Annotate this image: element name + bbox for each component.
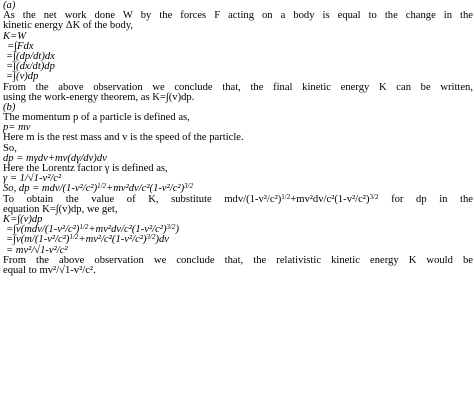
equation-dx-dt-dp: =∫(dx/dt)dp [6, 61, 55, 73]
equation-k-final: = mv²/√1-v²/c² [6, 244, 68, 256]
equation-dp-dt-dx: =∫(dp/dt)dx [6, 50, 55, 62]
equation-dp-result: So, dp = mdv/$(1-v^2/c^2)^{1/2}+mv^2dv/c^2(1-v^2/c^2)^{3/2}$ [3, 182, 194, 195]
lorentz-factor-definition: Here the Lorentz factor γ is defined as, [3, 163, 168, 175]
momentum-definition: The momentum p of a particle is defined as, [3, 112, 190, 124]
substitution-line-1: To obtain the value of K, substitute mdv/$(1-v^2/c^2)^{1/2}+mv^2dv/c^2(1-v^2/c^2)^{3/2}$ for dp in the [3, 192, 473, 205]
part-a-intro-line-1: As the net work done W by the forces F acting on a body is equal to the change in the [3, 10, 473, 22]
so-label: So, [3, 142, 17, 154]
substitution-line-2: equation K=∫(v)dp, we get, [3, 203, 118, 215]
equation-k-equals-w: K=W [3, 30, 27, 42]
equation-work-integral: =∫Fdx [7, 40, 34, 52]
part-a-label: (a) [3, 0, 16, 11]
equation-lorentz-factor: γ = 1/√1-v²/c² [3, 173, 62, 185]
mass-speed-definition: Here m is the rest mass and v is the speed of the particle. [3, 132, 244, 144]
equation-k-factored: $=\int v(m/(1-v^2/c^2)^{1/2}+mv^2/c^2(1-v^2/c^2)^{3/2})dv$ [6, 233, 169, 246]
equation-v-dp: =∫(v)dp [6, 71, 39, 83]
equation-dp-expansion: dp = mγdv+mv(dγ/dv)dv [3, 152, 107, 164]
part-a-intro-line-2: kinetic energy ΔK of the body, [3, 20, 134, 32]
part-b-label: (b) [3, 101, 16, 113]
equation-k-substituted: $=\int v(mdv/(1-v^2/c^2)^{1/2}+mv^2dv/c^2(1-v^2/c^2)^{3/2})$ [6, 223, 179, 236]
part-b-conclusion-line-1: From the above observation we conclude that, the relativistic kinetic energy K would be [3, 254, 473, 266]
part-b-conclusion-line-2: equal to mv²/√1-v²/c². [3, 264, 96, 276]
part-a-conclusion-line-1: From the above observation we conclude that, the final kinetic energy K can be written, [3, 81, 473, 93]
equation-k-v-dp: K=∫(v)dp [3, 213, 43, 225]
part-a-conclusion-line-2: using the work-energy theorem, as K=∫(v)dp. [3, 91, 195, 103]
equation-p-mv: p= mv [3, 122, 31, 134]
